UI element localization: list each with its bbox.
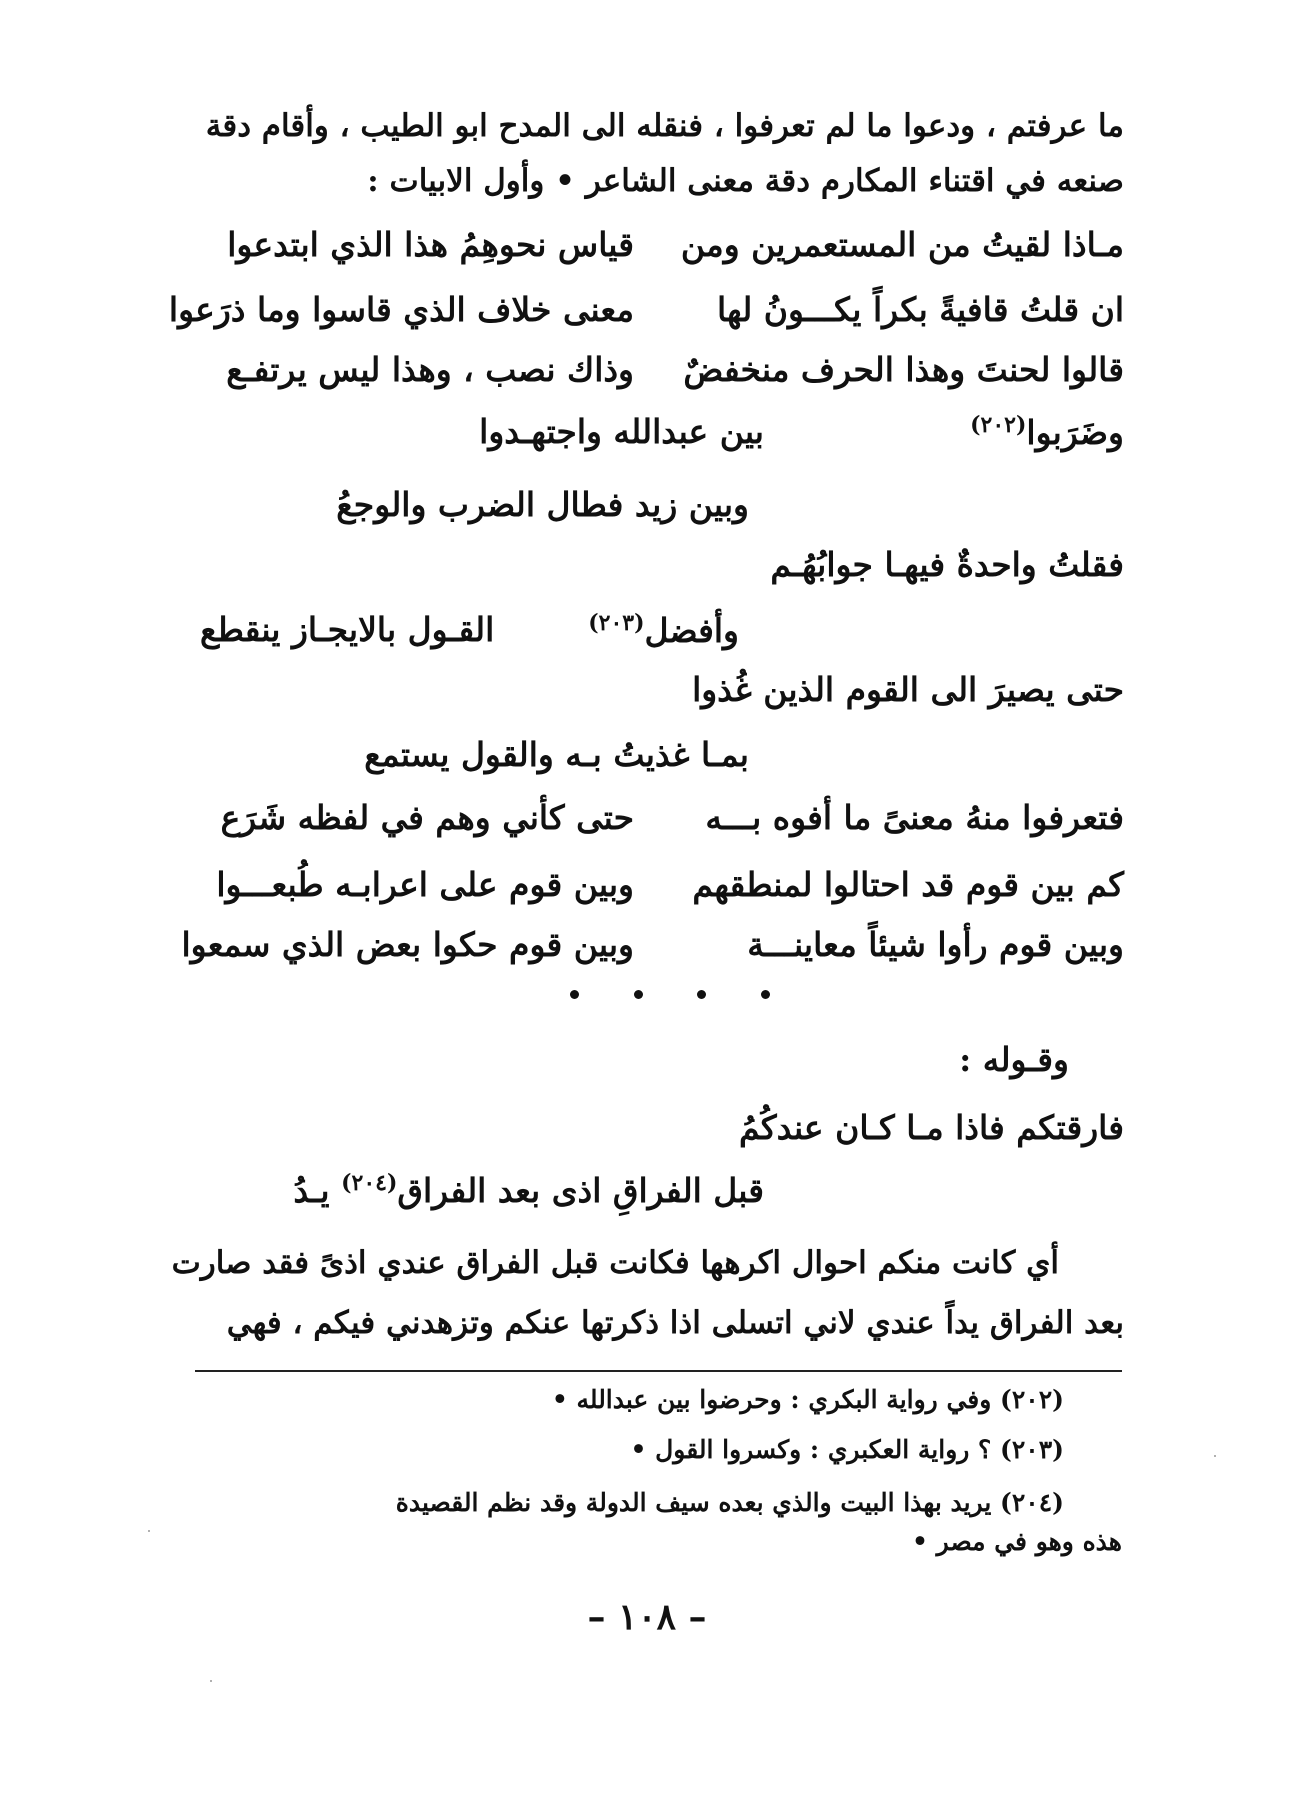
- verse-b2-right: كم بين قوم قد احتالوا لمنطقهم: [692, 865, 1124, 904]
- separator-dot: [761, 990, 770, 999]
- stanza-line-6: بمـا غذيتُ بـه والقول يستمع: [364, 735, 749, 774]
- verse-2-line-2: [293, 1170, 764, 1210]
- footnote-mark-202: (٢٠٢): [970, 412, 1027, 438]
- prose-top-line-1: ما عرفتم ، ودعوا ما لم تعرفوا ، فنقله الى المدح ابو الطيب ، وأقام دقة: [205, 108, 1124, 144]
- stanza-line-5: حتى يصيرَ الى القوم الذين غُذوا: [692, 670, 1124, 709]
- footnote-divider: [195, 1370, 1122, 1372]
- stanza-line-2: وبين زيد فطال الضرب والوجعُ: [336, 485, 749, 524]
- stanza-line-1b: بين عبدالله واجتهـدوا: [479, 412, 764, 451]
- separator-dot: [697, 990, 706, 999]
- stanza-line-4: [588, 610, 739, 650]
- verse-2-line-2-end: يـدُ: [293, 1171, 330, 1210]
- verse-a3-right: قالوا لحنتَ وهذا الحرف منخفضٌ: [683, 350, 1124, 389]
- verse-b3-left: وبين قوم حكوا بعض الذي سمعوا: [181, 925, 634, 964]
- verse-b1-left: حتى كأني وهم في لفظه شَرَع: [220, 798, 634, 837]
- section-separator: [570, 990, 770, 999]
- prose-bottom-line-1: أي كانت منكم احوال اكرهها فكانت قبل الفراق عندي اذىً فقد صارت: [171, 1245, 1059, 1281]
- verse-a2-right: ان قلتُ قافيةً بكراً يكـــونُ لها: [716, 290, 1124, 329]
- footnote-203: (٢٠٣) ؟ رواية العكبري : وكسروا القول •: [630, 1435, 1064, 1464]
- scan-speck: [1214, 1455, 1216, 1457]
- footnote-204: (٢٠٤) يريد بهذا البيت والذي بعده سيف الدولة وقد نظم القصيدة: [395, 1488, 1064, 1517]
- verse-b2-left: وبين قوم على اعرابـه طُبعـــوا: [216, 865, 634, 904]
- stanza-line-3: فقلتُ واحدةٌ فيهـا جوابُهُـم: [770, 545, 1124, 584]
- scan-speck: [148, 1530, 150, 1532]
- prose-top-line-2: صنعه في اقتناء المكارم دقة معنى الشاعر • وأول الابيات :: [367, 163, 1124, 199]
- footnote-mark-203: (٢٠٣): [588, 610, 645, 636]
- verse-a1-right: مـاذا لقيتُ من المستعمرين ومن: [680, 225, 1124, 264]
- footnote-mark-204: (٢٠٤): [341, 1170, 398, 1196]
- scan-speck: [210, 1680, 212, 1682]
- stanza-line-4b: القـول بالايجـاز ينقطع: [200, 610, 495, 649]
- footnote-204-continued: هذه وهو في مصر •: [911, 1527, 1122, 1556]
- verse-b1-right: فتعرفوا منهُ معنىً ما أفوه بـــه: [705, 798, 1124, 837]
- stanza-line-1-text: وضَرَبوا: [1026, 413, 1124, 452]
- prose-bottom-line-2: بعد الفراق يداً عندي لاني اتسلى اذا ذكرتها عنكم وتزهدني فيكم ، فهي: [226, 1305, 1124, 1341]
- verse-2-line-2-text: قبل الفراقِ اذى بعد الفراق: [397, 1171, 764, 1210]
- stanza-line-4-text: وأفضل: [644, 611, 739, 650]
- separator-dot: [570, 990, 579, 999]
- stanza-line-1: [970, 412, 1124, 452]
- separator-dot: [634, 990, 643, 999]
- verse-b3-right: وبين قوم رأوا شيئاً معاينـــة: [747, 925, 1124, 964]
- verse-a2-left: معنى خلاف الذي قاسوا وما ذرَعوا: [168, 290, 634, 329]
- verse-a3-left: وذاك نصب ، وهذا ليس يرتفـع: [226, 350, 634, 389]
- verse-2-line-1: فارقتكم فاذا مـا كـان عندكُمُ: [738, 1108, 1124, 1147]
- page-number: – ١٠٨ –: [587, 1596, 707, 1638]
- saying-label: وقـوله :: [959, 1040, 1069, 1079]
- footnote-202: (٢٠٢) وفي رواية البكري : وحرضوا بين عبدالله •: [551, 1385, 1064, 1414]
- verse-a1-left: قياس نحوهِمُ هذا الذي ابتدعوا: [227, 225, 634, 264]
